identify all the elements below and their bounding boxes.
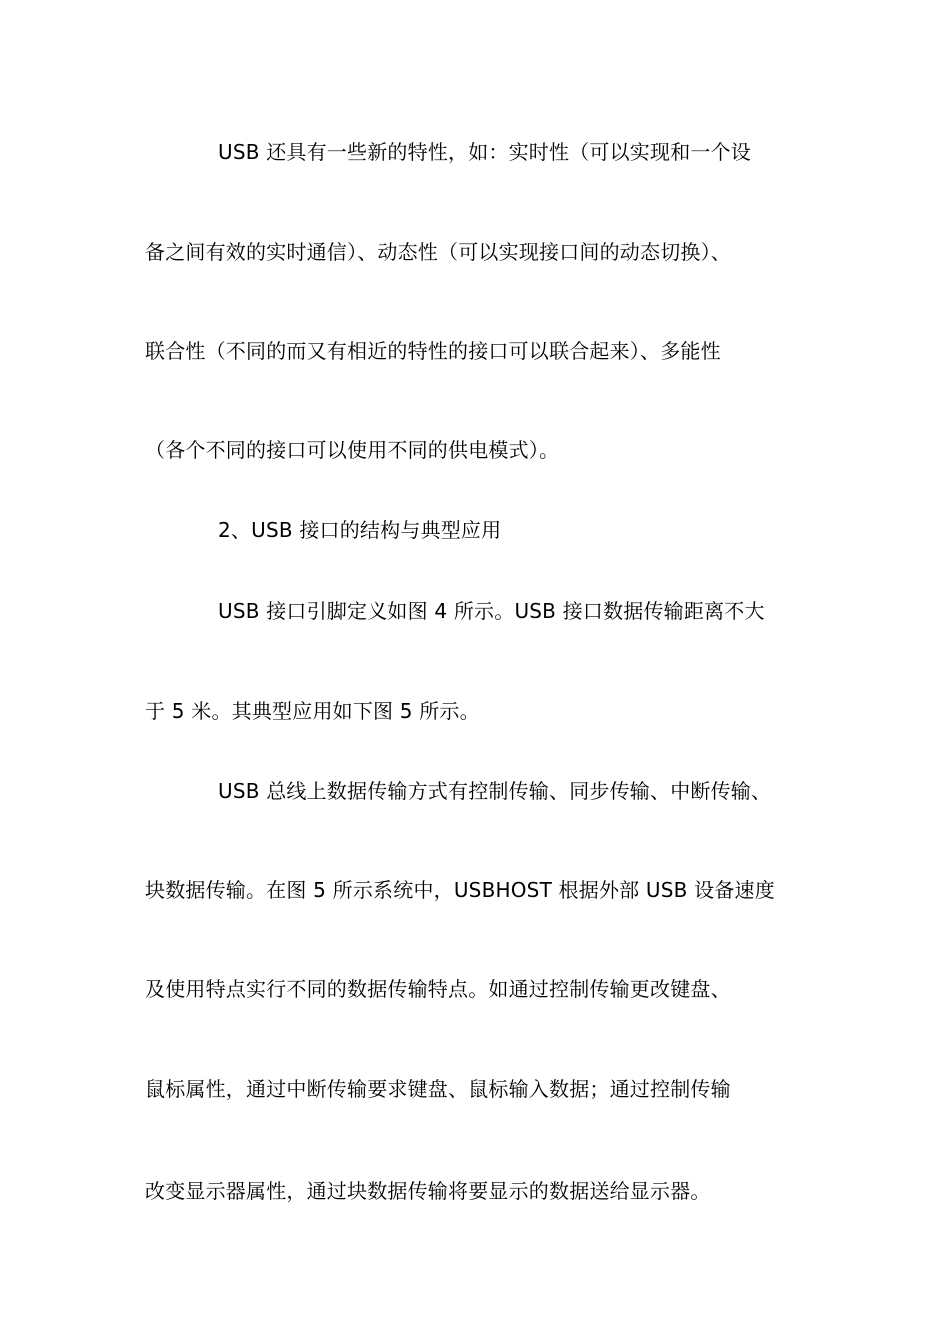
paragraph-3-line-4: 鼠标属性，通过中断传输要求键盘、鼠标输入数据；通过控制传输 bbox=[145, 1077, 731, 1101]
paragraph-1-line-2: 备之间有效的实时通信）、动态性（可以实现接口间的动态切换）、 bbox=[145, 240, 731, 264]
paragraph-2-line-2: 于 5 米。其典型应用如下图 5 所示。 bbox=[145, 699, 480, 723]
paragraph-3-line-5: 改变显示器属性，通过块数据传输将要显示的数据送给显示器。 bbox=[145, 1179, 711, 1203]
paragraph-2-line-1: USB 接口引脚定义如图 4 所示。USB 接口数据传输距离不大 bbox=[218, 599, 765, 623]
section-heading: 2、USB 接口的结构与典型应用 bbox=[218, 518, 502, 542]
paragraph-3-line-2: 块数据传输。在图 5 所示系统中，USBHOST 根据外部 USB 设备速度 bbox=[145, 878, 775, 902]
paragraph-1-line-3: 联合性（不同的而又有相近的特性的接口可以联合起来）、多能性 bbox=[145, 339, 721, 363]
paragraph-1-line-4: （各个不同的接口可以使用不同的供电模式）。 bbox=[145, 438, 560, 462]
paragraph-3-line-1: USB 总线上数据传输方式有控制传输、同步传输、中断传输、 bbox=[218, 779, 772, 803]
paragraph-1-line-1: USB 还具有一些新的特性，如：实时性（可以实现和一个设 bbox=[218, 140, 752, 164]
paragraph-3-line-3: 及使用特点实行不同的数据传输特点。如通过控制传输更改键盘、 bbox=[145, 977, 731, 1001]
